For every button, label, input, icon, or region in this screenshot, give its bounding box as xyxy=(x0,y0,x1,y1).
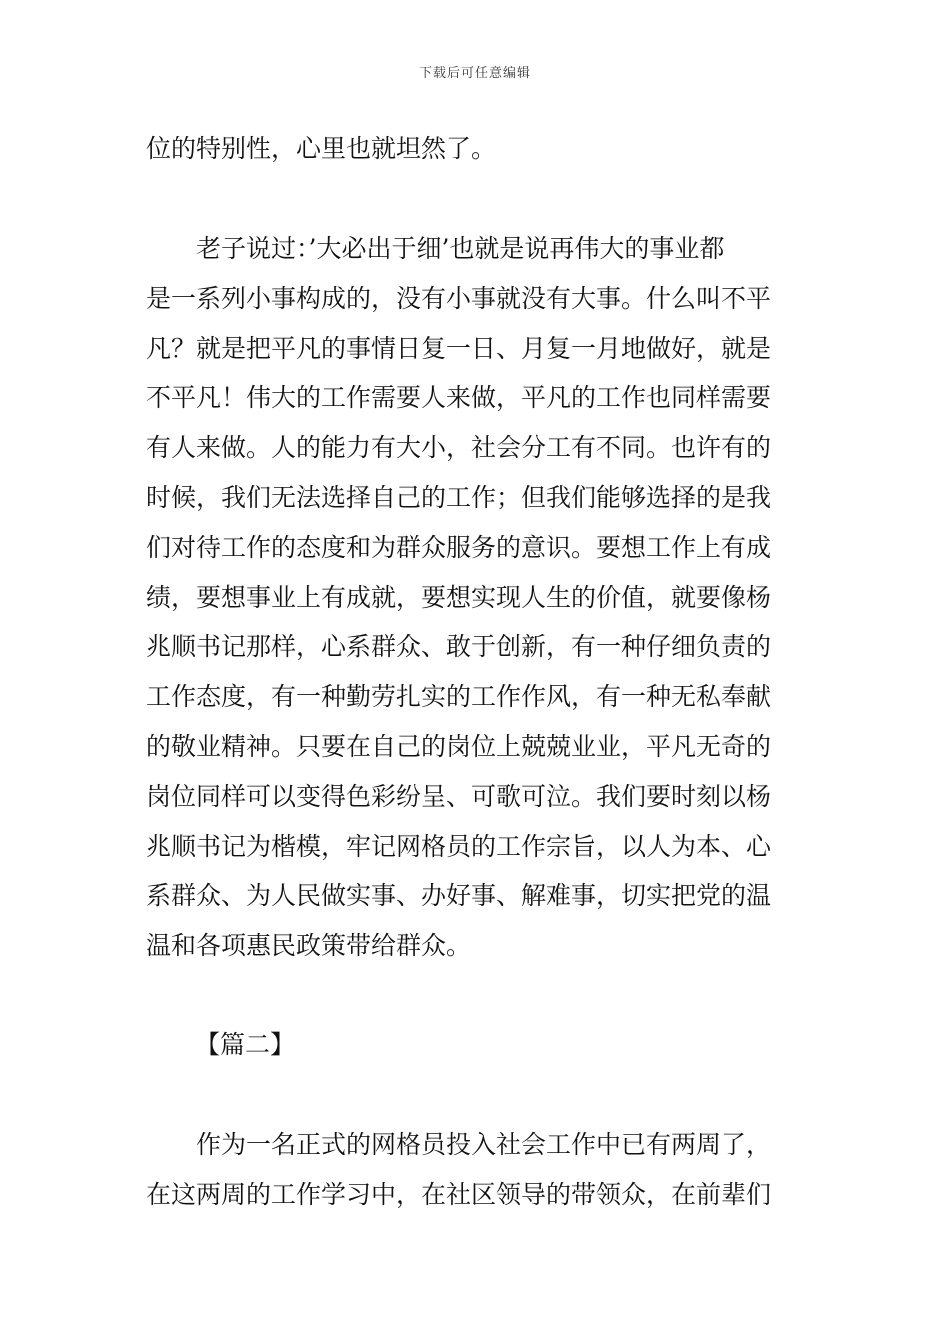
paragraph-laozi xyxy=(146,224,808,971)
text-line: 温和各项惠民政策带给群众。 xyxy=(146,931,472,961)
text-line: 工作态度，有一种勤劳扎实的工作作风，有一种无私奉献 xyxy=(146,682,772,712)
text-line: 岗位同样可以变得色彩纷呈、可歌可泣。我们要时刻以杨 xyxy=(146,781,772,811)
text-line: 的敬业精神。只要在自己的岗位上兢兢业业，平凡无奇的 xyxy=(146,731,772,761)
text-line: 兆顺书记为楷模，牢记网格员的工作宗旨，以人为本、心 xyxy=(146,831,772,861)
text-line: 位的特别性，心里也就坦然了。 xyxy=(146,134,497,163)
page-header: 下载后可任意编辑 xyxy=(418,66,531,81)
text-line: 兆顺书记那样，心系群众、敢于创新，有一种仔细负责的 xyxy=(146,632,772,662)
text-line: 有人来做。人的能力有大小，社会分工有不同。也许有的 xyxy=(146,433,772,463)
text-line: 在这两周的工作学习中，在社区领导的带领众，在前辈们 xyxy=(146,1179,772,1209)
text-line: 时候，我们无法选择自己的工作；但我们能够选择的是我 xyxy=(146,482,772,512)
paragraph-continuation xyxy=(146,124,808,174)
text-line: 作为一名正式的网格员投入社会工作中已有两周了， xyxy=(196,1130,772,1159)
section-heading-text: 【篇二】 xyxy=(195,1030,296,1059)
text-line: 系群众、为人民做实事、办好事、解难事，切实把党的温 xyxy=(146,881,772,911)
text-line: 们对待工作的态度和为群众服务的意识。要想工作上有成 xyxy=(146,532,772,562)
section-heading xyxy=(195,1020,495,1070)
paragraph-part-two xyxy=(146,1120,808,1220)
text-line: 老子说过：’大必出于细’也就是说再伟大的事业都 xyxy=(196,234,725,263)
text-line: 不平凡！伟大的工作需要人来做，平凡的工作也同样需要 xyxy=(146,383,772,413)
text-line: 是一系列小事构成的，没有小事就没有大事。什么叫不平 xyxy=(146,283,772,313)
text-line: 凡？就是把平凡的事情日复一日、月复一月地做好，就是 xyxy=(146,333,772,363)
text-line: 绩，要想事业上有成就，要想实现人生的价值，就要像杨 xyxy=(146,582,772,612)
